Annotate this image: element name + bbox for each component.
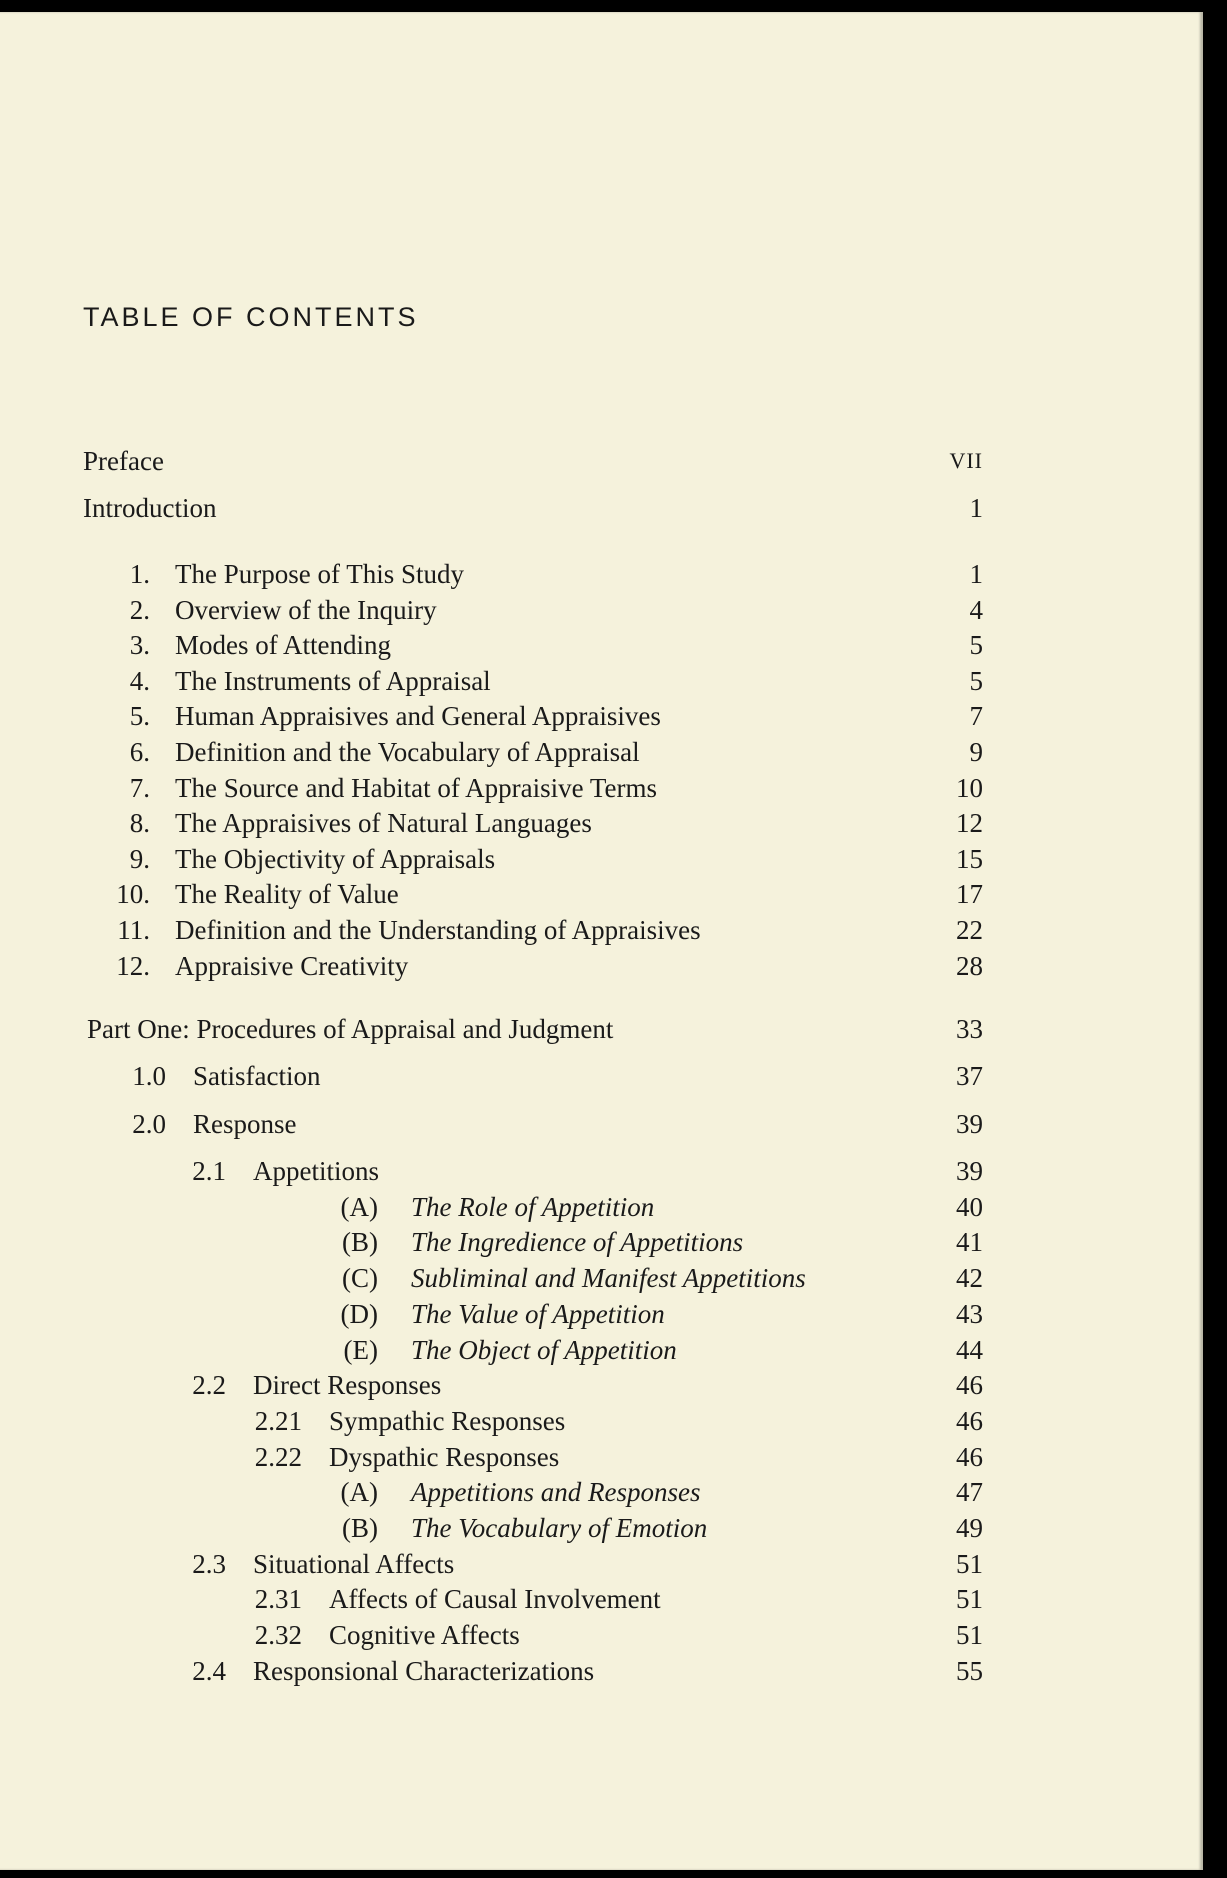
toc-entry-title: The Instruments of Appraisal [175, 665, 491, 696]
toc-entry-page: 7 [969, 701, 983, 732]
toc-entry-title: The Role of Appetition [411, 1191, 655, 1222]
toc-entry-title: Definition and the Understanding of Appraisives [175, 915, 701, 945]
toc-entry-page: 10 [956, 772, 983, 803]
toc-entry-page: 5 [969, 665, 983, 696]
toc-entry-page: 51 [956, 1584, 983, 1615]
toc-entry-number: 10. [116, 879, 150, 910]
toc-entry-page: 28 [956, 950, 983, 981]
toc-entry [0, 735, 1203, 769]
toc-entry-page: VII [949, 448, 983, 473]
toc-entry [0, 593, 1203, 627]
toc-entry-page: 47 [956, 1477, 983, 1508]
toc-entry-number: 4. [129, 665, 150, 696]
toc-entry-number: 2.2 [192, 1370, 226, 1401]
toc-entry-page: 55 [956, 1655, 983, 1686]
toc-entry-page: 46 [956, 1405, 983, 1436]
toc-entry-number: 2.1 [192, 1156, 226, 1186]
toc-entry-number: (E) [343, 1334, 378, 1365]
toc-entry-number: 3. [129, 630, 150, 661]
toc-entry-number: (C) [342, 1263, 378, 1294]
toc-entry-page: 44 [956, 1334, 983, 1365]
toc-entry-number: (D) [340, 1298, 378, 1329]
toc-entry-number: 2.21 [254, 1405, 302, 1436]
toc-entry-number: 2.3 [192, 1548, 226, 1579]
toc-entry [0, 1190, 1203, 1224]
toc-entry-number: 6. [129, 737, 150, 767]
toc-entry-title: Preface [83, 446, 164, 476]
toc-entry-title: The Value of Appetition [411, 1298, 665, 1329]
toc-entry-title: Direct Responses [253, 1370, 442, 1401]
toc-entry [0, 1297, 1203, 1331]
toc-entry [0, 1107, 1203, 1141]
toc-entry-page: 1 [969, 493, 983, 523]
toc-entry-page: 51 [956, 1620, 983, 1651]
toc-entry-page: 39 [956, 1108, 983, 1139]
toc-entry-number: 1.0 [132, 1061, 166, 1091]
toc-entry [0, 1225, 1203, 1259]
page-title: TABLE OF CONTENTS [83, 302, 419, 332]
toc-entry-page: 46 [956, 1370, 983, 1401]
toc-entry-title: The Appraisives of Natural Languages [175, 808, 592, 839]
toc-entry [0, 699, 1203, 733]
toc-entry-title: The Ingredience of Appetitions [411, 1227, 744, 1258]
toc-entry-number: (B) [342, 1227, 378, 1258]
toc-entry-title: The Object of Appetition [411, 1334, 677, 1365]
toc-entry-page: 37 [956, 1061, 983, 1091]
toc-entry-page: 46 [956, 1441, 983, 1472]
toc-entry-title: The Vocabulary of Emotion [411, 1513, 708, 1543]
toc-entry [0, 771, 1203, 805]
toc-entry-number: 2.22 [254, 1441, 302, 1472]
toc-entry-number: 2.4 [192, 1655, 226, 1686]
toc-entry-page: 12 [956, 808, 983, 839]
toc-entry-title: Sympathic Responses [329, 1405, 566, 1436]
toc-entry [0, 1475, 1203, 1509]
toc-entry [0, 1654, 1203, 1688]
toc-entry-title: Affects of Causal Involvement [329, 1584, 661, 1615]
toc-entry [0, 557, 1203, 591]
toc-entry-number: (A) [340, 1477, 378, 1508]
toc-entry [0, 1440, 1203, 1474]
toc-entry [0, 664, 1203, 698]
toc-entry [0, 1333, 1203, 1367]
toc-entry-number: 1. [129, 559, 150, 589]
toc-entry-page: 33 [956, 1014, 983, 1044]
toc-entry-page: 1 [969, 559, 983, 589]
toc-entry-introduction [0, 491, 1203, 525]
toc-entry-title: Appetitions and Responses [411, 1477, 701, 1508]
toc-entry [0, 1582, 1203, 1616]
toc-entry [0, 1368, 1203, 1402]
toc-entry-title: Subliminal and Manifest Appetitions [411, 1263, 806, 1294]
toc-entry [0, 1547, 1203, 1581]
toc-entry-page: 42 [956, 1263, 983, 1294]
toc-entry-title: Cognitive Affects [329, 1620, 520, 1651]
toc-entry-page: 40 [956, 1191, 983, 1222]
toc-entry-title: Response [193, 1108, 297, 1139]
toc-entry-number: 12. [116, 950, 150, 981]
toc-entry-page: 5 [969, 630, 983, 661]
toc-entry [0, 842, 1203, 876]
toc-entry [0, 1059, 1203, 1093]
toc-entry-title: Definition and the Vocabulary of Appraisal [175, 737, 640, 767]
toc-entry-title: Overview of the Inquiry [175, 594, 437, 625]
toc-entry-page: 4 [969, 594, 983, 625]
toc-entry-title: Human Appraisives and General Appraisives [175, 701, 661, 732]
toc-entry-title: Part One: Procedures of Appraisal and Judgment [87, 1014, 614, 1044]
toc-entry-title: The Source and Habitat of Appraisive Terms [175, 772, 657, 803]
toc-entry-number: 8. [129, 808, 150, 839]
toc-entry [0, 1154, 1203, 1188]
toc-entry-title: Modes of Attending [175, 630, 391, 661]
toc-entry [0, 628, 1203, 662]
toc-entry-title: Situational Affects [253, 1548, 455, 1579]
toc-entry-title: The Reality of Value [175, 879, 399, 910]
toc-entry [0, 1511, 1203, 1545]
toc-entry-number: 2.31 [254, 1584, 302, 1615]
toc-entry-title: Satisfaction [193, 1061, 321, 1091]
toc-entry [0, 806, 1203, 840]
toc-entry-number: 2.0 [132, 1108, 166, 1139]
toc-entry-title: The Purpose of This Study [175, 559, 464, 589]
toc-entry-title: Introduction [83, 493, 217, 523]
toc-entry-page: 15 [956, 843, 983, 874]
toc-entry [0, 913, 1203, 947]
toc-entry-number: 2.32 [254, 1620, 302, 1651]
toc-entry-page: 39 [956, 1156, 983, 1186]
toc-entry-page: 41 [956, 1227, 983, 1258]
toc-entry-page: 9 [969, 737, 983, 767]
toc-entry-number: 9. [129, 843, 150, 874]
toc-entry [0, 877, 1203, 911]
toc-entry-page: 43 [956, 1298, 983, 1329]
toc-entry-page: 51 [956, 1548, 983, 1579]
toc-entry-number: (A) [340, 1191, 378, 1222]
toc-entry-title: Responsional Characterizations [253, 1655, 595, 1686]
toc-entry-title: The Objectivity of Appraisals [175, 843, 496, 874]
toc-entry-number: 7. [129, 772, 150, 803]
toc-entry-title: Appraisive Creativity [175, 950, 409, 981]
toc-entry-number: 11. [117, 915, 150, 945]
toc-entry-page: 17 [956, 879, 983, 910]
toc-entry [0, 1618, 1203, 1652]
toc-entry [0, 949, 1203, 983]
toc-entry-title: Appetitions [253, 1156, 379, 1186]
book-page [0, 12, 1203, 1870]
toc-entry [0, 1261, 1203, 1295]
toc-entry-page: 49 [956, 1513, 983, 1543]
toc-entry [0, 1404, 1203, 1438]
toc-entry-part-one [0, 1012, 1203, 1046]
toc-entry-page: 22 [956, 915, 983, 945]
toc-entry-title: Dyspathic Responses [329, 1441, 560, 1472]
toc-entry-number: (B) [342, 1513, 378, 1543]
toc-entry-number: 5. [129, 701, 150, 732]
toc-entry-preface [0, 444, 1203, 478]
toc-entry-number: 2. [129, 594, 150, 625]
